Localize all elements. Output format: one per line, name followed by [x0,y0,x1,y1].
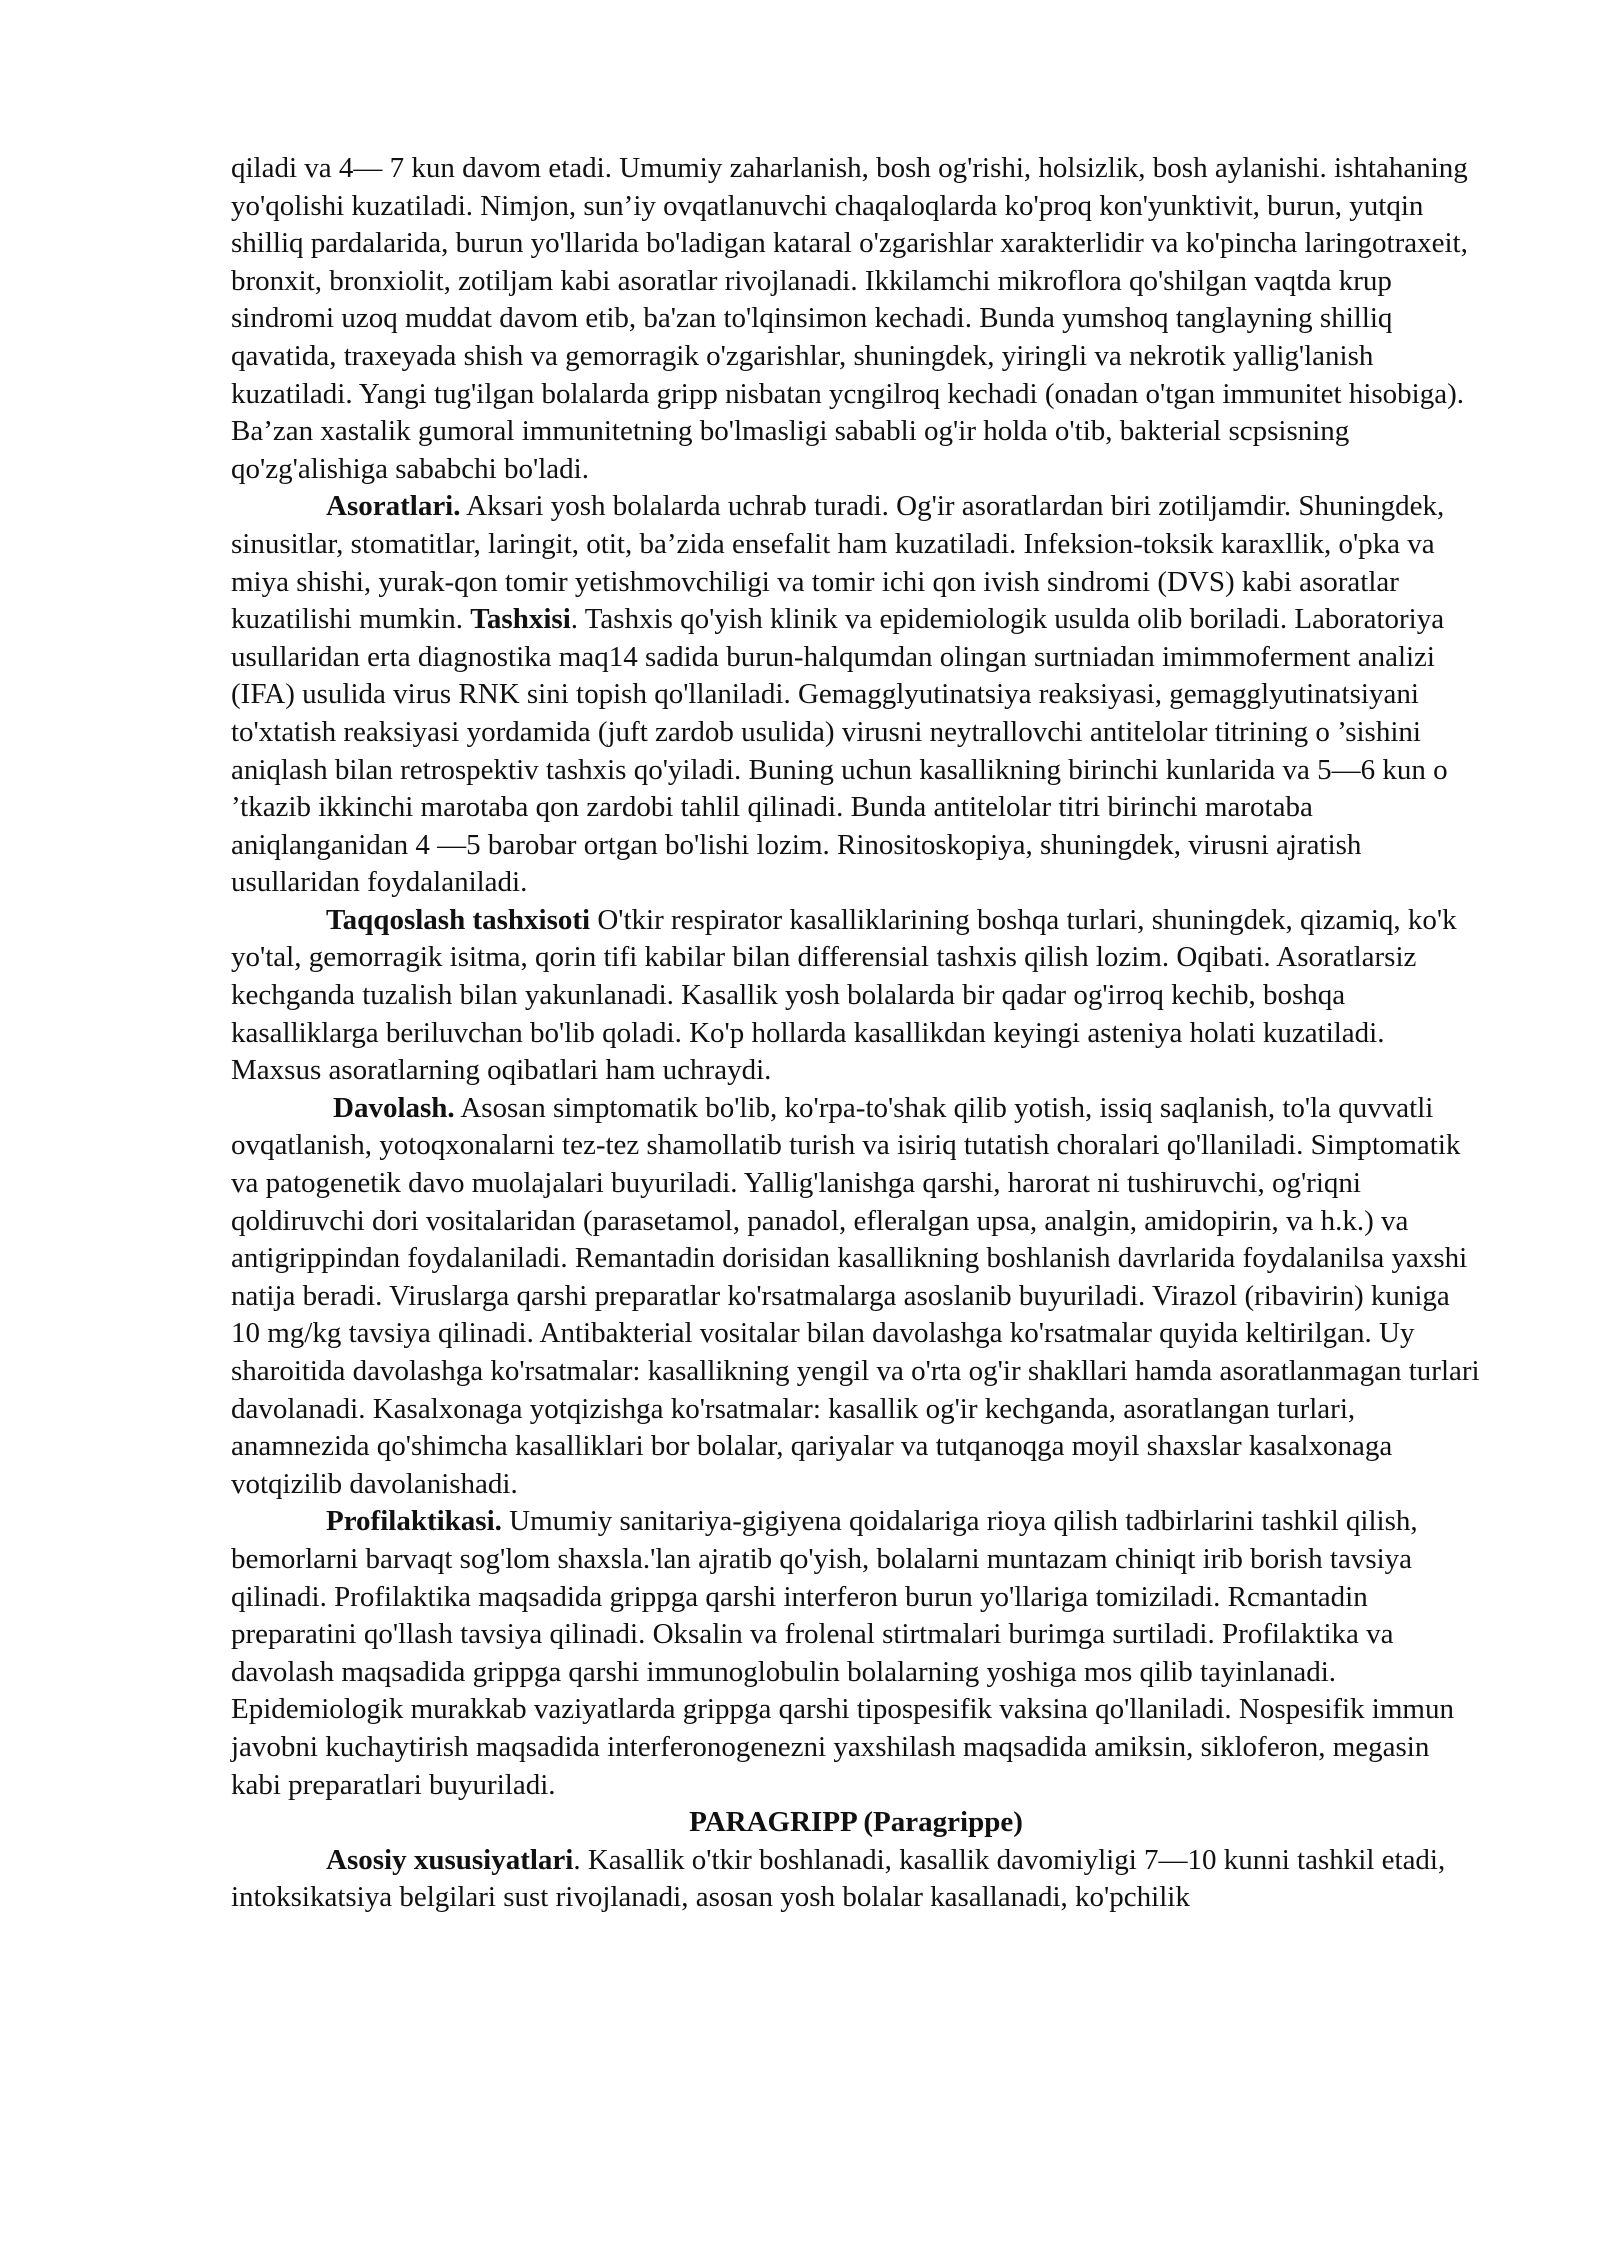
prophylaxis-text: Umumiy sanitariya-gigiyena qoidalariga rioya qilish tadbirlarini tashkil qilish, bemorlarni barvaqt sog'lom shaxsla.'lan ajratib qo'yish, bolalarni muntazam chiniqt irib borish tavsiya qilinadi. Profilaktika maqsadida grippga qarshi interferon burun yo'llariga tomiziladi. Rcmantadin preparatini qo'llash tavsiya qilinadi. Oksalin va frolenal stirtmalari burimga surtiladi. Profilaktika va davolash maqsadida grippga qarshi immunoglobulin bolalarning yoshiga mos qilib tayinlanadi. Epidemiologik murakkab vaziyatlarda grippga qarshi tipospesifik vaksina qo'llaniladi. Nospesifik immun javobni kuchaytirish maqsadida interferonogenezni yaxshilash maqsadida amiksin, sikloferon, megasin kabi preparatlari buyuriladi. [231,1505,1454,1801]
paragraph-treatment [231,1090,1481,1504]
differential-diagnosis-text: O'tkir respirator kasalliklarining boshqa turlari, shuningdek, qizamiq, ko'k yo'tal, gemorragik isitma, qorin tifi kabilar bilan differensial tashxis qilish lozim. Oqibati. Asoratlarsiz kechganda tuzalish bilan yakunlanadi. Kasallik yosh bolalarda bir qadar og'irroq kechib, boshqa kasalliklarga beriluvchan bo'lib qoladi. Ko'p hollarda kasallikdan keyingi asteniya holati kuzatiladi. Maxsus asoratlarning oqibatlari ham uchraydi. [231,903,1457,1087]
document-page [231,150,1481,1917]
paragraph-intro: qiladi va 4— 7 kun davom etadi. Umumiy zaharlanish, bosh og'rishi, holsizlik, bosh aylanishi. ishtahaning yo'qolishi kuzatiladi. Nimjon, sun’iy ovqatlanuvchi chaqaloqlarda ko'proq kon'yunktivit, burun, yutqin shilliq pardalarida, burun yo'llarida bo'ladigan kataral o'zgarishlar xarakterlidir va ko'pincha laringotraxeit, bronxit, bronxiolit, zotiljam kabi asoratlar rivojlanadi. Ikkilamchi mikroflora qo'shilgan vaqtda krup sindromi uzoq muddat davom etib, ba'zan to'lqinsimon kechadi. Bunda yumshoq tanglayning shilliq qavatida, traxeyada shish va gemorragik o'zgarishlar, shuningdek, yiringli va nekrotik yallig'lanish kuzatiladi. Yangi tug'ilgan bolalarda gripp nisbatan ycngilroq kechadi (onadan o'tgan immunitet hisobiga). Ba’zan xastalik gumoral immunitetning bo'lmasligi sababli og'ir holda o'tib, bakterial scpsisning qo'zg'alishiga sababchi bo'ladi. [231,152,1468,485]
paragraph-prophylaxis [231,1503,1481,1804]
complications-text: Aksari yosh bolalarda uchrab turadi. Og'ir asoratlardan biri zotiljamdir. Shuningdek, sinusitlar, stomatitlar, laringit, otit, ba’zida ensefalit ham kuzatiladi. Infeksion-toksik karaxllik, o'pka va miya shishi, yurak-qon tomir yetishmovchiligi va tomir ichi qon ivish sindromi (DVS) kabi asoratlar kuzatilishi mumkin. [231,490,1445,636]
main-features-text: . Kasallik o'tkir boshlanadi, kasallik davomiyligi 7—10 kunni tashkil etadi, intoksikatsiya belgilari sust rivojlanadi, asosan yosh bolalar kasallanadi, ko'pchilik [231,1843,1446,1914]
treatment-title: Davolash. [333,1091,455,1124]
complications-title: Asoratlari. [326,490,461,523]
main-features-title: Asosiy xususiyatlari [326,1843,574,1876]
paragraph-complications [231,488,1481,902]
prophylaxis-title: Profilaktikasi. [326,1505,502,1538]
treatment-text: Asosan simptomatik bo'lib, ko'rpa-to'shak qilib yotish, issiq saqlanish, to'la quvvatli ovqatlanish, yotoqxonalarni tez-tez shamollatib turish va isiriq tutatish choralari qo'llaniladi. Simptomatik va patogenetik davo muolajalari buyuriladi. Yallig'lanishga qarshi, harorat ni tushiruvchi, og'riqni qoldiruvchi dori vositalaridan (parasetamol, panadol, efleralgan upsa, analgin, amidopirin, va h.k.) va antigrippindan foydalaniladi. Remantadin dorisidan kasallikning boshlanish davrlarida foydalanilsa yaxshi natija beradi. Viruslarga qarshi preparatlar ko'rsatmalarga asoslanib buyuriladi. Virazol (ribavirin) kuniga 10 mg/kg tavsiya qilinadi. Antibakterial vositalar bilan davolashga ko'rsatmalar quyida keltirilgan. Uy sharoitida davolashga ko'rsatmalar: kasallikning yengil va o'rta og'ir shakllari hamda asoratlanmagan turlari davolanadi. Kasalxonaga yotqizishga ko'rsatmalar: kasallik og'ir kechganda, asoratlangan turlari, anamnezida qo'shimcha kasalliklari bor bolalar, qariyalar va tutqanoqga moyil shaxslar kasalxonaga votqizilib davolanishadi. [231,1091,1480,1500]
diagnosis-title: Tashxisi [470,603,571,636]
paragraph-differential-diagnosis [231,902,1481,1090]
paragraph-main-features [231,1842,1481,1917]
differential-diagnosis-title: Taqqoslash tashxisoti [326,903,591,936]
diagnosis-text: . Tashxis qo'yish klinik va epidemiologik usulda olib boriladi. Laboratoriya usullaridan erta diagnostika maq14 sadida burun-halqumdan olingan surtniadan imimmoferment analizi (IFA) usulida virus RNK sini topish qo'llaniladi. Gemagglyutinatsiya reaksiyasi, gemagglyutinatsiyani to'xtatish reaksiyasi yordamida (juft zardob usulida) virusni neytrallovchi antitelolar titrining o ’sishini aniqlash bilan retrospektiv tashxis qo'yiladi. Buning uchun kasallikning birinchi kunlarida va 5—6 kun o ’tkazib ikkinchi marotaba qon zardobi tahlil qilinadi. Bunda antitelolar titri birinchi marotaba aniqlanganidan 4 —5 barobar ortgan bo'lishi lozim. Rinositoskopiya, shuningdek, virusni ajratish usullaridan foydalaniladi. [231,603,1448,899]
section-heading: PARAGRIPP (Paragrippe) [689,1806,1023,1839]
